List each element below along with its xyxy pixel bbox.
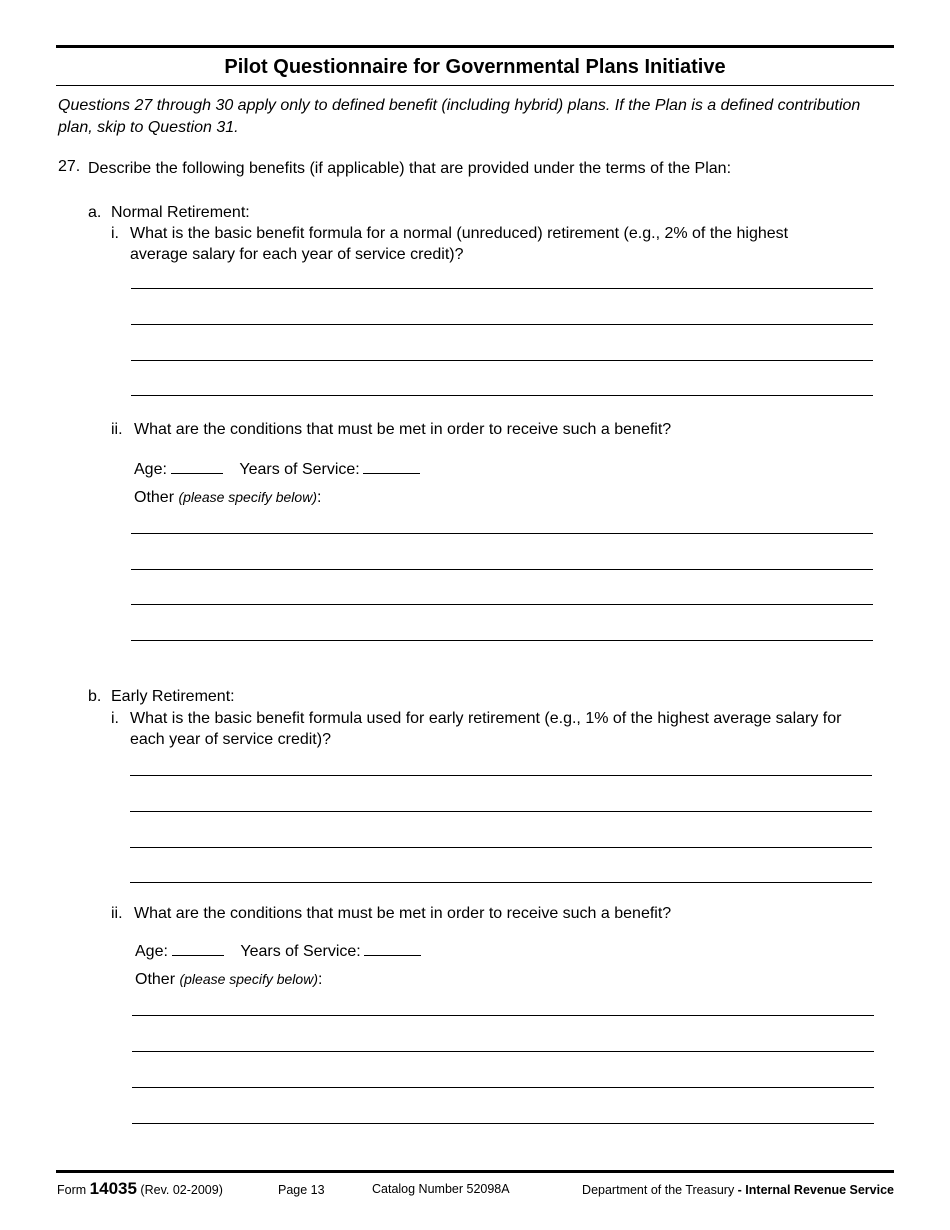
a-years-field[interactable] xyxy=(363,459,420,474)
a-ii-answer-line-2[interactable] xyxy=(131,569,873,570)
a-i-answer-line-4[interactable] xyxy=(131,395,873,396)
a-years-label: Years of Service: xyxy=(239,461,360,478)
a-i-text-line2: average salary for each year of service credit)? xyxy=(130,246,464,263)
a-ii-answer-line-1[interactable] xyxy=(131,533,873,534)
section-a-label: a. xyxy=(88,204,102,221)
footer-form-id xyxy=(57,1179,223,1199)
b-other-hint: (please specify below) xyxy=(179,971,318,987)
question-number: 27. xyxy=(58,158,81,175)
b-other-label: Other xyxy=(135,971,176,988)
a-age-row xyxy=(134,459,420,480)
b-ii-text: What are the conditions that must be met in order to receive such a benefit? xyxy=(134,905,672,922)
section-a-heading: Normal Retirement: xyxy=(111,204,250,221)
footer-rule xyxy=(56,1170,894,1173)
a-i-answer-line-1[interactable] xyxy=(131,288,873,289)
section-b-label: b. xyxy=(88,688,102,705)
b-years-field[interactable] xyxy=(364,941,421,956)
footer-catalog: Catalog Number 52098A xyxy=(372,1182,510,1196)
a-ii-answer-line-4[interactable] xyxy=(131,640,873,641)
a-other-hint: (please specify below) xyxy=(178,489,317,505)
footer-form-prefix: Form xyxy=(57,1183,87,1197)
footer-page: Page 13 xyxy=(278,1183,325,1197)
top-rule-thick xyxy=(56,45,894,48)
question-text: Describe the following benefits (if applicable) that are provided under the terms of the Plan: xyxy=(88,160,732,177)
b-other-colon: : xyxy=(317,971,323,988)
footer-revision: (Rev. 02-2009) xyxy=(140,1183,223,1197)
footer-dept-line xyxy=(582,1183,894,1197)
a-other-colon: : xyxy=(316,489,322,506)
b-ii-answer-line-1[interactable] xyxy=(132,1015,874,1016)
b-i-answer-line-1[interactable] xyxy=(130,775,872,776)
footer-form-number: 14035 xyxy=(89,1179,137,1198)
b-i-text-line1: What is the basic benefit formula used for early retirement (e.g., 1% of the highest average salary for xyxy=(130,710,842,727)
b-i-answer-line-3[interactable] xyxy=(130,847,872,848)
section-b-heading: Early Retirement: xyxy=(111,688,235,705)
a-ii-answer-line-3[interactable] xyxy=(131,604,873,605)
title-underline xyxy=(56,85,894,86)
a-i-text-line1: What is the basic benefit formula for a normal (unreduced) retirement (e.g., 2% of the highest xyxy=(130,225,789,242)
a-age-label: Age: xyxy=(134,461,167,478)
a-other-label: Other xyxy=(134,489,175,506)
b-i-text-line2: each year of service credit)? xyxy=(130,731,331,748)
intro-instructions: Questions 27 through 30 apply only to defined benefit (including hybrid) plans. If the Plan is a defined contribution plan, skip to Question 31. xyxy=(58,97,861,136)
b-age-row xyxy=(135,941,421,962)
a-age-field[interactable] xyxy=(171,459,223,474)
a-other-row xyxy=(134,487,321,508)
b-ii-answer-line-2[interactable] xyxy=(132,1051,874,1052)
b-ii-label: ii. xyxy=(111,905,123,922)
b-ii-answer-line-3[interactable] xyxy=(132,1087,874,1088)
b-age-label: Age: xyxy=(135,943,168,960)
b-i-label: i. xyxy=(111,710,119,727)
footer-agency: - Internal Revenue Service xyxy=(734,1183,894,1197)
a-ii-text: What are the conditions that must be met in order to receive such a benefit? xyxy=(134,421,672,438)
a-ii-label: ii. xyxy=(111,421,123,438)
b-age-field[interactable] xyxy=(172,941,224,956)
a-i-label: i. xyxy=(111,225,119,242)
b-i-answer-line-4[interactable] xyxy=(130,882,872,883)
a-i-answer-line-2[interactable] xyxy=(131,324,873,325)
b-i-answer-line-2[interactable] xyxy=(130,811,872,812)
b-ii-answer-line-4[interactable] xyxy=(132,1123,874,1124)
form-title: Pilot Questionnaire for Governmental Plans Initiative xyxy=(224,56,726,78)
footer-dept: Department of the Treasury xyxy=(582,1183,735,1197)
a-i-answer-line-3[interactable] xyxy=(131,360,873,361)
b-years-label: Years of Service: xyxy=(240,943,361,960)
b-other-row xyxy=(135,969,322,990)
